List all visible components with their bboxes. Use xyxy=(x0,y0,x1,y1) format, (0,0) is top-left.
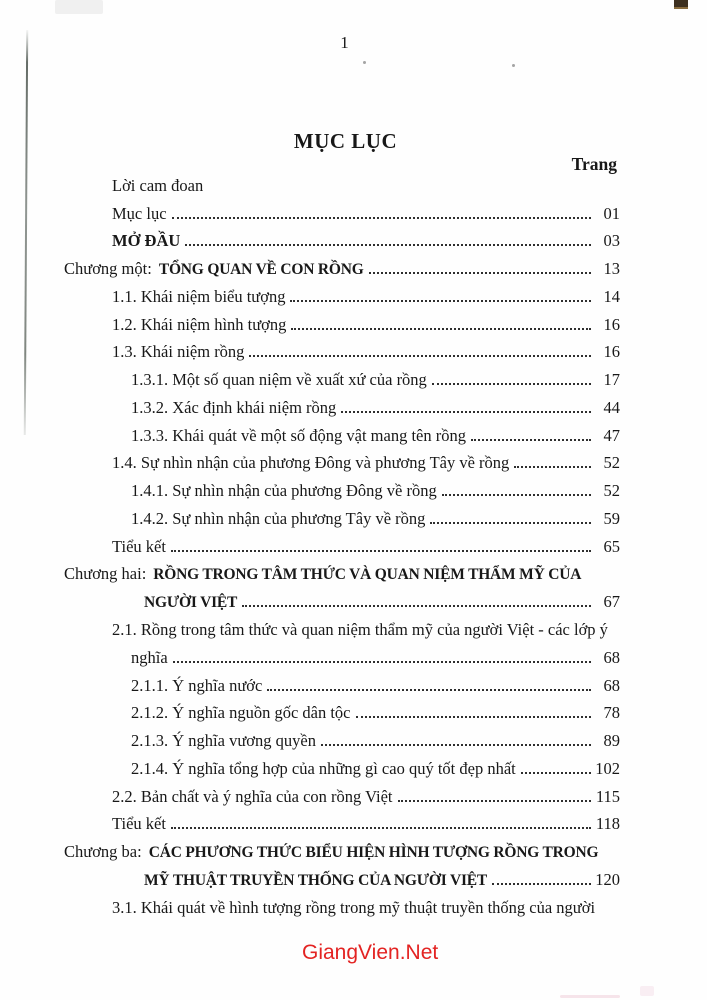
toc-entry xyxy=(64,781,620,809)
toc-entry-label: Tiểu kết xyxy=(112,814,166,834)
toc-entry-label: MỞ ĐẦU xyxy=(112,231,181,251)
toc-entry-page-number: 47 xyxy=(603,425,620,445)
toc-entry-page-number: 16 xyxy=(603,342,620,362)
toc-entry-label: 2.1.3. Ý nghĩa vương quyền xyxy=(131,731,316,751)
toc-entry-label: NGƯỜI VIỆT xyxy=(144,594,238,612)
watermark-text: GiangVien.Net xyxy=(302,941,439,964)
table-of-contents xyxy=(64,170,620,920)
toc-entry-label: 1.4.1. Sự nhìn nhận của phương Đông về rồng xyxy=(131,481,437,501)
toc-entry-label: 2.1.4. Ý nghĩa tổng hợp của những gì cao quý tốt đẹp nhất xyxy=(131,758,516,778)
toc-entry-label: 2.2. Bản chất và ý nghĩa của con rồng Việt xyxy=(112,786,393,806)
toc-entry-page-number: 13 xyxy=(603,259,620,279)
toc-entry-page-number: 120 xyxy=(595,869,620,889)
dot-leader xyxy=(442,493,591,496)
toc-entry-page-number: 17 xyxy=(603,370,620,390)
dot-leader xyxy=(242,604,591,607)
toc-entry xyxy=(64,670,620,698)
corner-scan-mark xyxy=(674,0,688,9)
toc-entry-label: 1.3.2. Xác định khái niệm rồng xyxy=(131,397,337,417)
toc-entry xyxy=(64,337,620,365)
toc-entry xyxy=(64,281,620,309)
dot-leader xyxy=(521,771,591,774)
dot-leader xyxy=(267,688,591,691)
scan-smudge xyxy=(640,986,654,996)
toc-entry xyxy=(64,448,620,476)
dot-leader xyxy=(171,549,591,552)
toc-entry xyxy=(64,198,620,226)
toc-entry-page-number: 52 xyxy=(603,481,620,501)
dot-leader xyxy=(249,354,591,357)
toc-entry-page-number: 52 xyxy=(603,453,620,473)
toc-entry-label: 1.4.2. Sự nhìn nhận của phương Tây về rồng xyxy=(131,508,426,528)
toc-entry-page-number: 115 xyxy=(595,786,620,806)
toc-entry-page-number: 102 xyxy=(595,758,620,778)
dot-leader xyxy=(173,660,591,663)
toc-entry-page-number: 68 xyxy=(603,675,620,695)
toc-entry-label: 1.1. Khái niệm biểu tượng xyxy=(112,286,286,306)
dot-leader xyxy=(514,465,591,468)
toc-entry-page-number: 44 xyxy=(603,397,620,417)
toc-entry xyxy=(64,614,620,642)
toc-entry xyxy=(64,226,620,254)
toc-entry xyxy=(64,725,620,753)
page-column-header: Trang xyxy=(571,154,617,174)
toc-entry-label: 2.1. Rồng trong tâm thức và quan niệm thẩm mỹ của người Việt - các lớp ý xyxy=(112,620,608,640)
scan-speck xyxy=(512,64,515,67)
toc-entry-page-number: 16 xyxy=(603,314,620,334)
toc-entry xyxy=(64,642,620,670)
toc-entry xyxy=(64,809,620,837)
toc-entry-label: nghĩa xyxy=(131,647,168,667)
dot-leader xyxy=(356,715,591,718)
toc-entry-label: TỔNG QUAN VỀ CON RỒNG xyxy=(158,261,364,279)
toc-entry-label: 1.4. Sự nhìn nhận của phương Đông và phương Tây về rồng xyxy=(112,453,510,473)
toc-entry-page-number: 14 xyxy=(603,286,620,306)
toc-entry xyxy=(64,392,620,420)
toc-entry-label: 2.1.2. Ý nghĩa nguồn gốc dân tộc xyxy=(131,703,351,723)
dot-leader xyxy=(341,410,591,413)
toc-entry-chapter-prefix: Chương một: xyxy=(64,259,152,279)
dot-leader xyxy=(432,382,591,385)
dot-leader xyxy=(172,216,591,219)
toc-entry-page-number: 89 xyxy=(603,731,620,751)
toc-entry-chapter-prefix: Chương ba: xyxy=(64,842,142,862)
toc-entry xyxy=(64,864,620,892)
toc-entry-label: RỒNG TRONG TÂM THỨC VÀ QUAN NIỆM THẨM MỸ CỦA xyxy=(153,566,582,584)
toc-entry xyxy=(64,420,620,448)
toc-entry xyxy=(64,531,620,559)
dot-leader xyxy=(171,826,591,829)
toc-entry xyxy=(64,503,620,531)
toc-entry xyxy=(64,698,620,726)
toc-entry xyxy=(64,836,620,864)
toc-entry-label: 2.1.1. Ý nghĩa nước xyxy=(131,675,263,695)
toc-entry-label: Lời cam đoan xyxy=(112,175,204,195)
dot-leader xyxy=(398,799,592,802)
toc-entry xyxy=(64,892,620,920)
toc-entry xyxy=(64,309,620,337)
toc-entry-label: Tiểu kết xyxy=(112,536,166,556)
toc-entry-page-number: 65 xyxy=(603,536,620,556)
scan-smudge xyxy=(560,995,620,998)
toc-entry-label: Mục lục xyxy=(112,203,167,223)
toc-entry xyxy=(64,170,620,198)
toc-entry-label: 1.2. Khái niệm hình tượng xyxy=(112,314,287,334)
page-title: MỤC LỤC xyxy=(293,129,398,153)
toc-entry xyxy=(64,253,620,281)
toc-entry-label: CÁC PHƯƠNG THỨC BIỂU HIỆN HÌNH TƯỢNG RỒNG TRONG xyxy=(148,844,599,862)
toc-entry-label: 1.3.1. Một số quan niệm về xuất xứ của rồng xyxy=(131,370,427,390)
dot-leader xyxy=(321,743,591,746)
binding-line-artifact xyxy=(24,30,28,435)
dot-leader xyxy=(471,438,591,441)
toc-entry-page-number: 59 xyxy=(603,508,620,528)
toc-entry-page-number: 68 xyxy=(603,647,620,667)
toc-entry xyxy=(64,364,620,392)
scan-edge-smudge xyxy=(55,0,103,14)
dot-leader xyxy=(492,882,591,885)
toc-entry-page-number: 01 xyxy=(603,203,620,223)
toc-entry-label: MỸ THUẬT TRUYỀN THỐNG CỦA NGƯỜI VIỆT xyxy=(144,871,488,889)
toc-entry-page-number: 118 xyxy=(595,814,620,834)
scan-speck xyxy=(363,61,366,64)
toc-entry-label: 3.1. Khái quát về hình tượng rồng trong mỹ thuật truyền thống của người xyxy=(112,897,596,917)
dot-leader xyxy=(430,521,591,524)
toc-entry-label: 1.3. Khái niệm rồng xyxy=(112,342,245,362)
toc-entry xyxy=(64,475,620,503)
toc-entry xyxy=(64,559,620,587)
toc-entry-page-number: 03 xyxy=(603,231,620,251)
toc-entry xyxy=(64,753,620,781)
dot-leader xyxy=(290,299,591,302)
toc-entry-label: 1.3.3. Khái quát về một số động vật mang tên rồng xyxy=(131,425,466,445)
dot-leader xyxy=(369,271,591,274)
page-number: 1 xyxy=(340,33,349,52)
toc-entry xyxy=(64,586,620,614)
dot-leader xyxy=(291,327,591,330)
toc-entry-page-number: 78 xyxy=(603,703,620,723)
toc-entry-chapter-prefix: Chương hai: xyxy=(64,564,147,584)
toc-entry-page-number: 67 xyxy=(603,592,620,612)
dot-leader xyxy=(185,243,591,246)
